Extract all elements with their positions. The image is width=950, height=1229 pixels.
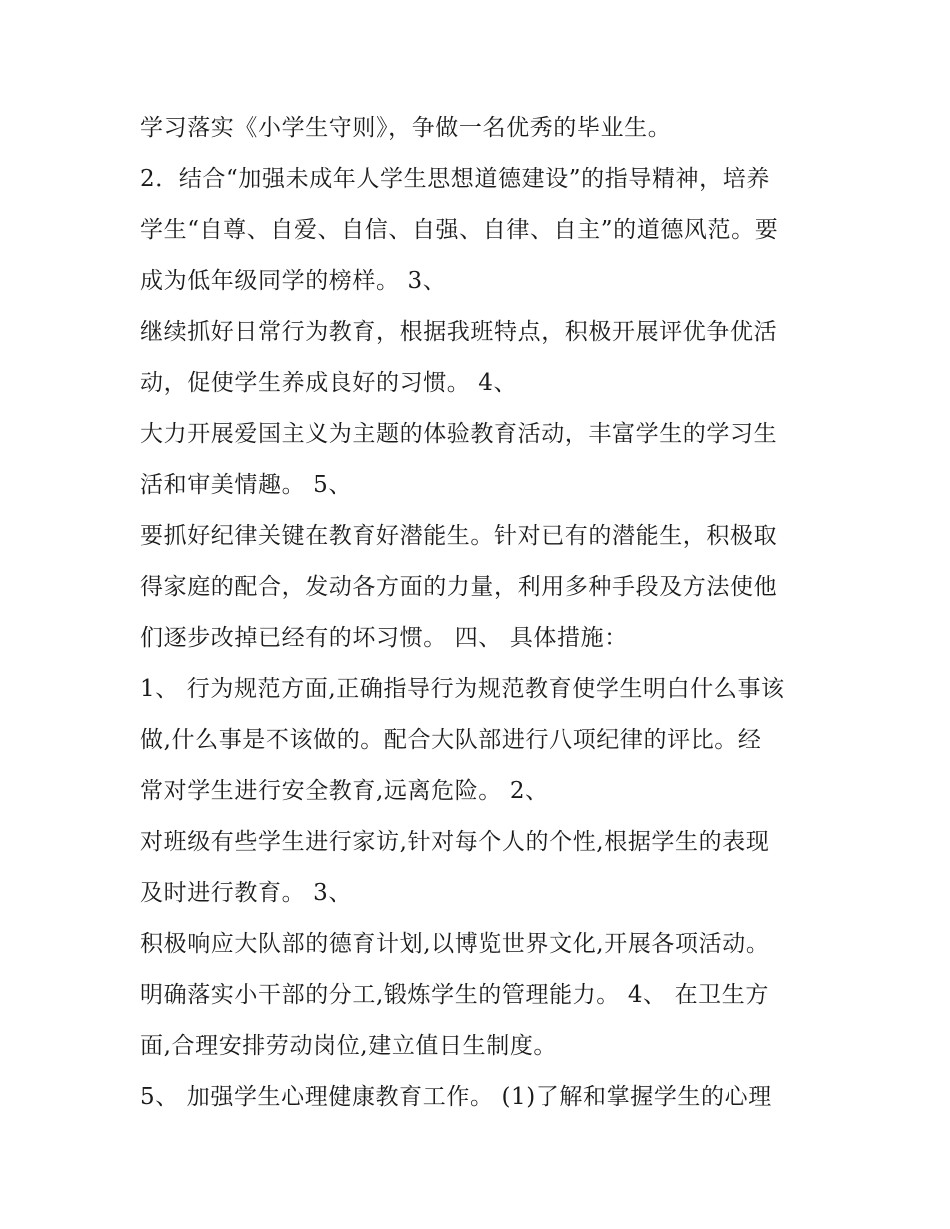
text-line: 学习落实《小学生守则》，争做一名优秀的毕业生。 <box>140 115 672 141</box>
text-line: 成为低年级同学的榜样。 3、 <box>140 268 447 294</box>
text-line: 积极响应大队部的德育计划,以博览世界文化,开展各项活动。 <box>140 931 770 957</box>
text-line: 1、 行为规范方面,正确指导行为规范教育使学生明白什么事该 <box>140 676 785 702</box>
text-line: 学生“自尊、自爱、自信、自强、自律、自主”的道德风范。要 <box>140 217 779 243</box>
text-line: 明确落实小干部的分工,锻炼学生的管理能力。 4、 在卫生方 <box>140 982 769 1008</box>
document-body <box>140 103 820 1123</box>
text-line: 及时进行教育。 3、 <box>140 880 352 906</box>
text-line: 5、 加强学生心理健康教育工作。 (1)了解和掌握学生的心理 <box>140 1084 772 1110</box>
text-line: 常对学生进行安全教育,远离危险。 2、 <box>140 778 549 804</box>
text-line: 2．结合“加强未成年人学生思想道德建设”的指导精神，培养 <box>140 166 770 192</box>
text-line: 做,什么事是不该做的。配合大队部进行八项纪律的评比。经 <box>140 727 762 753</box>
text-line: 得家庭的配合，发动各方面的力量，利用多种手段及方法使他 <box>140 574 778 600</box>
text-line: 们逐步改掉已经有的坏习惯。 四、 具体措施： <box>140 625 628 651</box>
text-line: 活和审美情趣。 5、 <box>140 472 352 498</box>
text-line: 对班级有些学生进行家访,针对每个人的个性,根据学生的表现 <box>140 829 770 855</box>
text-line: 继续抓好日常行为教育，根据我班特点，积极开展评优争优活 <box>140 319 778 345</box>
text-line: 大力开展爱国主义为主题的体验教育活动，丰富学生的学习生 <box>140 421 778 447</box>
text-line: 动，促使学生养成良好的习惯。 4、 <box>140 370 518 396</box>
text-line: 要抓好纪律关键在教育好潜能生。针对已有的潜能生，积极取 <box>140 523 778 549</box>
text-line: 面,合理安排劳动岗位,建立值日生制度。 <box>140 1033 558 1059</box>
